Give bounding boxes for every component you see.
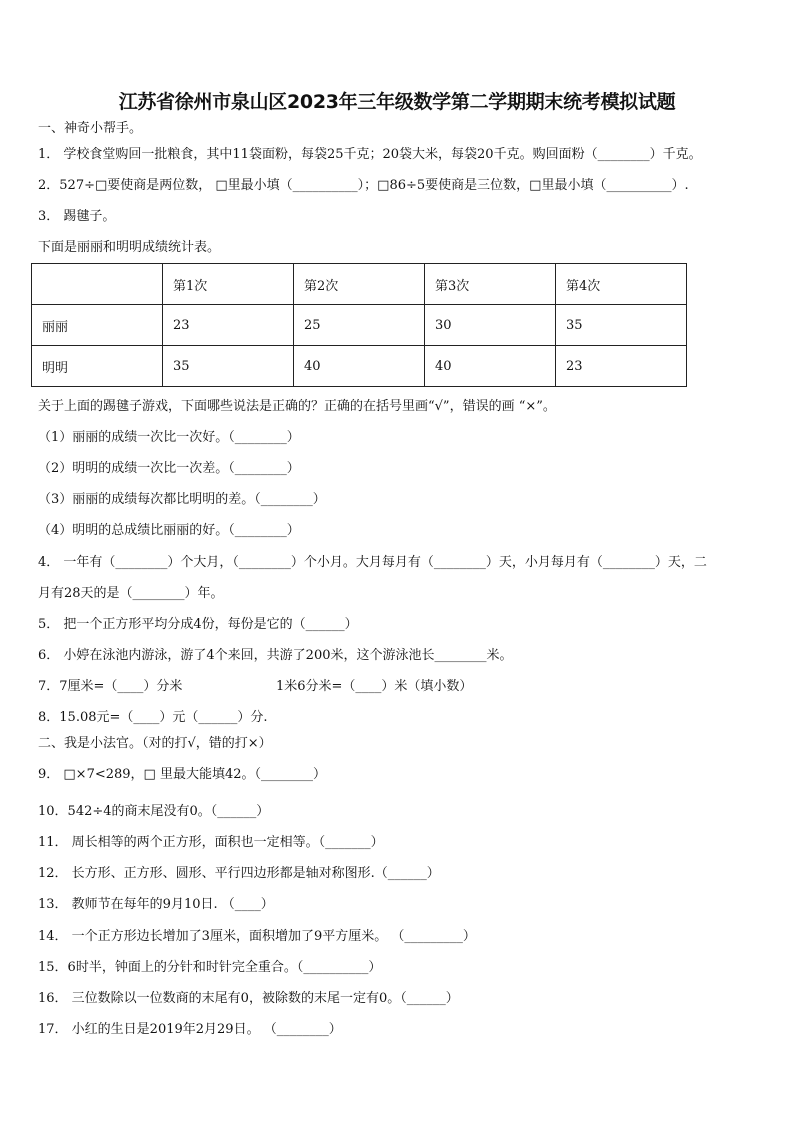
question-3-item: （3）丽丽的成绩每次都比明明的差。（________）	[38, 492, 326, 507]
section-heading-1: 一、神奇小帮手。	[38, 121, 143, 136]
question-8: 8．15.08元=（____）元（______）分.	[38, 710, 268, 725]
question-6: 6． 小婷在泳池内游泳，游了4个来回，共游了200米，这个游泳池长________米。	[38, 648, 513, 663]
judgment-item: 9． □×7<289，□ 里最大能填42。（________）	[38, 767, 327, 782]
question-1: 1． 学校食堂购回一批粮食，其中11袋面粉，每袋25千克；20袋大米，每袋20千克。购回面粉（________）千克。	[38, 147, 702, 162]
table-cell: 明明	[32, 346, 163, 387]
question-4-line-1: 4． 一年有（________）个大月，（________）个小月。大月每月有（________）天，小月每月有（________）天，二	[38, 555, 707, 570]
table-row	[32, 305, 687, 346]
table-cell: 23	[556, 346, 687, 387]
judgment-item: 14． 一个正方形边长增加了3厘米，面积增加了9平方厘米。 （_________）	[38, 929, 476, 944]
table-header-cell: 第1次	[163, 264, 294, 305]
question-2: 2．527÷□要使商是两位数， □里最小填（__________）；□86÷5要使商是三位数，□里最小填（__________）.	[38, 178, 689, 193]
table-cell: 25	[294, 305, 425, 346]
table-cell: 30	[425, 305, 556, 346]
question-7-part-b: 1米6分米=（____）米（填小数）	[276, 679, 473, 694]
judgment-item: 15．6时半，钟面上的分针和时针完全重合。（__________）	[38, 960, 382, 975]
judgment-item: 12． 长方形、正方形、圆形、平行四边形都是轴对称图形.（______）	[38, 866, 440, 881]
section-heading-2: 二、我是小法官。（对的打√，错的打×）	[38, 736, 272, 751]
question-3-item: （2）明明的成绩一次比一次差。（________）	[38, 461, 300, 476]
question-3-intro: 下面是丽丽和明明成绩统计表。	[38, 240, 221, 255]
judgment-item: 17． 小红的生日是2019年2月29日。 （________）	[38, 1022, 342, 1037]
question-3-item: （1）丽丽的成绩一次比一次好。（________）	[38, 430, 300, 445]
judgment-item: 16． 三位数除以一位数商的末尾有0，被除数的末尾一定有0。（______）	[38, 991, 459, 1006]
question-3: 3． 踢毽子。	[38, 209, 116, 224]
table-cell: 丽丽	[32, 305, 163, 346]
question-3-item: （4）明明的总成绩比丽丽的好。（________）	[38, 523, 300, 538]
table-cell: 40	[294, 346, 425, 387]
question-7-part-a: 7．7厘米=（____）分米	[38, 679, 183, 694]
table-cell: 40	[425, 346, 556, 387]
question-4-line-2: 月有28天的是（________）年。	[38, 586, 224, 601]
table-cell: 23	[163, 305, 294, 346]
page-title: 江苏省徐州市泉山区2023年三年级数学第二学期期末统考模拟试题	[118, 91, 676, 113]
question-5: 5． 把一个正方形平均分成4份，每份是它的（______）	[38, 617, 358, 632]
table-row	[32, 346, 687, 387]
table-cell: 35	[163, 346, 294, 387]
table-cell: 35	[556, 305, 687, 346]
table-header-row	[32, 264, 687, 305]
table-header-cell: 第3次	[425, 264, 556, 305]
question-3-instruction: 关于上面的踢毽子游戏，下面哪些说法是正确的？正确的在括号里画“√”，错误的画 “×”。	[38, 399, 556, 414]
table-header-cell: 第2次	[294, 264, 425, 305]
judgment-item: 11． 周长相等的两个正方形，面积也一定相等。（_______）	[38, 835, 384, 850]
judgment-item: 10．542÷4的商末尾没有0。（______）	[38, 804, 270, 819]
table-header-cell: 第4次	[556, 264, 687, 305]
table-header-cell	[32, 264, 163, 305]
score-table	[31, 263, 687, 387]
judgment-item: 13． 教师节在每年的9月10日. （____）	[38, 897, 274, 912]
